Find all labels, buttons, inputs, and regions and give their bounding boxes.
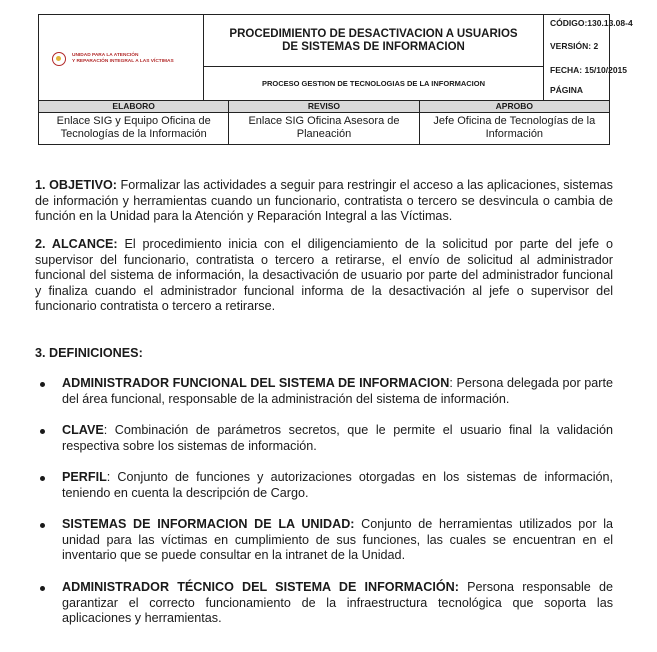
list-item [40, 580, 613, 627]
section-alcance [35, 237, 613, 315]
definition-term: ADMINISTRADOR TÉCNICO DEL SISTEMA DE INFORMACIÓN: [62, 580, 459, 594]
header-aprobo: APROBO [419, 101, 609, 112]
logo-text [72, 53, 174, 65]
objetivo-label: 1. OBJETIVO: [35, 178, 117, 192]
document-header [38, 14, 633, 101]
definition-text: Persona responsable de garantizar el correcto funcionamiento de la infraestructura tecnológica que soporta las aplicaciones y herramientas. [62, 580, 613, 625]
title-line-2: DE SISTEMAS DE INFORMACION [282, 40, 465, 53]
definition-term: PERFIL [62, 470, 107, 484]
approval-table-header [39, 101, 609, 113]
list-item [40, 470, 613, 501]
list-item [40, 423, 613, 454]
bullet-icon [40, 523, 45, 528]
definition-text: : Persona delegada por parte del área funcional, responsable de la administración del sistema de información. [62, 376, 613, 406]
bullet-icon [40, 476, 45, 481]
approval-table [38, 101, 610, 145]
definition-term: SISTEMAS DE INFORMACION DE LA UNIDAD: [62, 517, 355, 531]
list-item [40, 376, 613, 407]
definition-term: CLAVE [62, 423, 104, 437]
title-line-1: PROCEDIMIENTO DE DESACTIVACION A USUARIOS [229, 27, 518, 40]
bullet-icon [40, 429, 45, 434]
section-definiciones [35, 346, 613, 362]
process-name: PROCESO GESTION DE TECNOLOGIAS DE LA INFORMACION [261, 79, 486, 88]
document-version: VERSIÓN: 2 [550, 41, 599, 51]
header-reviso: REVISO [228, 101, 418, 112]
document-title [204, 15, 543, 67]
header-elaboro: ELABORO [112, 101, 155, 111]
title-cell [204, 15, 544, 100]
alcance-label: 2. ALCANCE: [35, 237, 118, 251]
alcance-text: El procedimiento inicia con el diligenciamiento de la solicitud por parte del jefe o supervisor del funcionario, contratista o tercero a retirarse, el envío de solicitud al administrador funcional del sistema de información, la desactivación de usuario por parte del administrador funcional y finaliza cuando el administrador funcional informa de la desactivación al jefe o supervisor del funcionario contratista o tercero a retirarse. [35, 237, 614, 313]
definition-text: : Combinación de parámetros secretos, que le permite el usuario final la validación respectiva sobre los sistemas de información. [62, 423, 613, 453]
cell-aprobo: Jefe Oficina de Tecnologías de la Información [419, 113, 609, 144]
bullet-icon [40, 586, 45, 591]
meta-cell [544, 15, 633, 100]
section-objetivo [35, 178, 613, 225]
bullet-icon [40, 382, 45, 387]
document-date: FECHA: 15/10/2015 [550, 65, 628, 75]
approval-table-row [39, 113, 609, 144]
coat-of-arms-icon [52, 52, 66, 66]
logo-line-1: UNIDAD PARA LA ATENCIÓN [72, 53, 139, 58]
objetivo-text: Formalizar las actividades a seguir para restringir el acceso a las aplicaciones, sistemas de información y herramientas cuando un funcionario, contratista o tercero se desvincula o cambia de función en la Unidad para la Atención y Reparación Integral a las Víctimas. [35, 178, 613, 223]
document-code: CÓDIGO:130.13.08-4 [550, 18, 633, 28]
document-page: PÁGINA [550, 85, 584, 95]
definiciones-label: 3. DEFINICIONES: [35, 346, 143, 360]
cell-reviso: Enlace SIG Oficina Asesora de Planeación [228, 113, 418, 144]
unidad-victimas-logo [52, 52, 174, 66]
list-item [40, 517, 613, 564]
logo-cell [39, 15, 204, 100]
cell-elaboro: Enlace SIG y Equipo Oficina de Tecnologías de la Información [56, 115, 211, 140]
definition-text: : Conjunto de funciones y autorizaciones otorgadas en los sistemas de información, teniendo en cuenta la descripción de Cargo. [62, 470, 613, 500]
definition-text: Conjunto de herramientas utilizados por la unidad para las víctimas en cumplimiento de sus funciones, las cuales se encuentran en el inventario que se puede consultar en la intranet de la Unidad. [62, 517, 613, 562]
definition-term: ADMINISTRADOR FUNCIONAL DEL SISTEMA DE INFORMACION [62, 376, 450, 390]
logo-line-2: Y REPARACIÓN INTEGRAL A LAS VÍCTIMAS [72, 59, 174, 64]
